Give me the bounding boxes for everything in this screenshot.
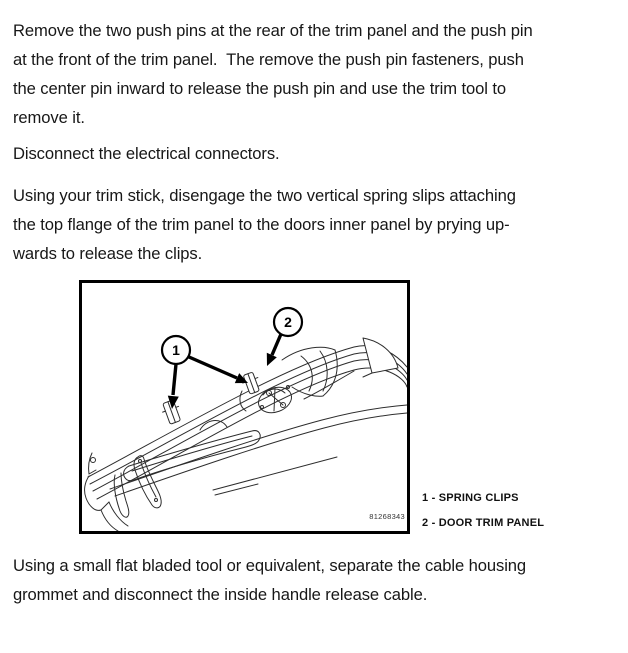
arrow-callout1-to-front-clip — [173, 364, 176, 395]
paragraph-release-cable — [13, 551, 625, 609]
arrow-callout2-to-panel — [272, 334, 281, 355]
figure-door-trim-panel — [79, 280, 410, 534]
paragraph-disconnect-connectors — [13, 139, 625, 168]
text-line: at the front of the trim panel. The remove the push pin fasteners, push — [13, 50, 524, 69]
legend-item-spring-clips: 1 - SPRING CLIPS — [422, 492, 519, 504]
text-line: remove it. — [13, 108, 85, 127]
callout-1-number: 1 — [172, 342, 180, 358]
text-line: Using a small flat bladed tool or equivalent, separate the cable housing — [13, 556, 527, 575]
text-line: grommet and disconnect the inside handle release cable. — [13, 585, 428, 604]
text-line: the center pin inward to release the push pin and use the trim tool to — [13, 79, 506, 98]
legend-item-door-trim-panel: 2 - DOOR TRIM PANEL — [422, 517, 545, 529]
text-line: Disconnect the electrical connectors. — [13, 144, 280, 163]
callout-2-number: 2 — [284, 314, 292, 330]
paragraph-remove-push-pins — [13, 16, 625, 132]
text-line: the top flange of the trim panel to the doors inner panel by prying up- — [13, 215, 510, 234]
figure-number: 81268343 — [369, 512, 405, 521]
spring-clip-rear — [240, 371, 262, 395]
text-line: Remove the two push pins at the rear of the trim panel and the push pin — [13, 21, 533, 40]
text-line: wards to release the clips. — [13, 244, 203, 263]
paragraph-disengage-spring-clips — [13, 181, 625, 268]
arrow-callout1-to-rear-clip — [189, 357, 237, 378]
door-trim-panel-illustration — [82, 283, 407, 531]
text-line: Using your trim stick, disengage the two vertical spring slips attaching — [13, 186, 516, 205]
